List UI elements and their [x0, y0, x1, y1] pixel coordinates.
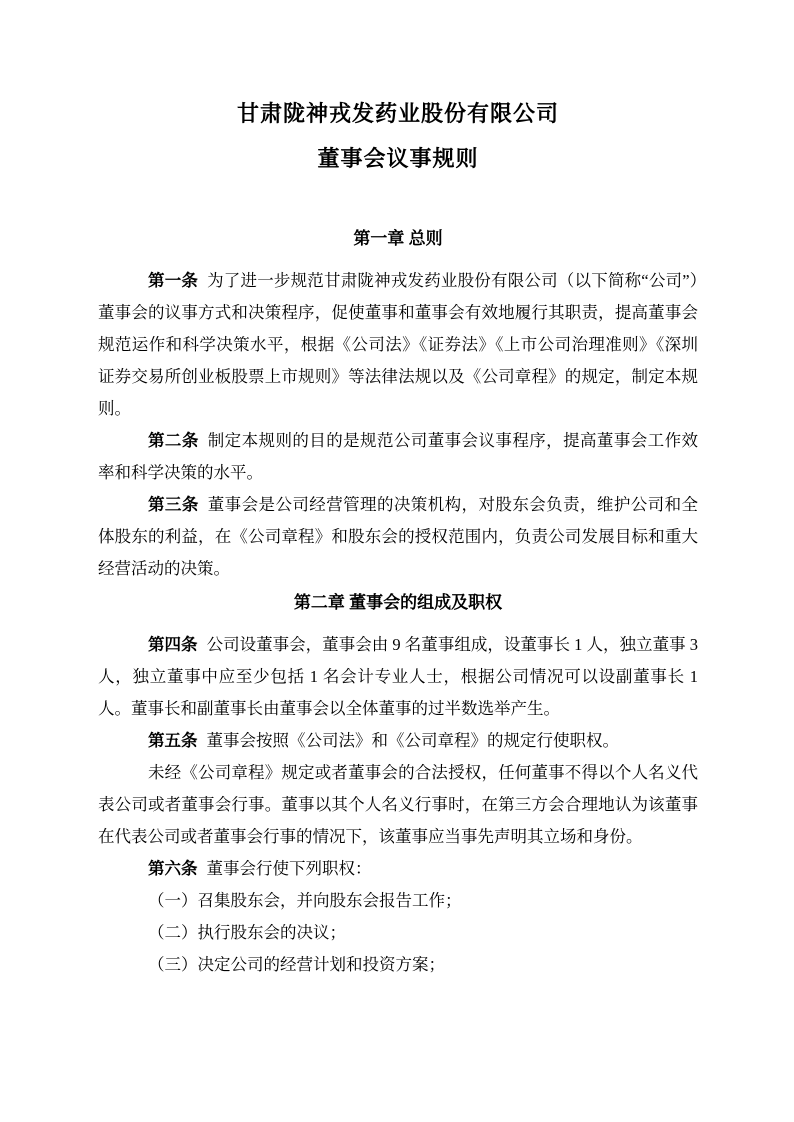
article-5-label: 第五条 — [148, 731, 198, 750]
article-3-text: 董事会是公司经营管理的决策机构，对股东会负责，维护公司和全体股东的利益，在《公司章程》和股东会的授权范围内，负责公司发展目标和重大经营活动的决策。 — [98, 495, 699, 578]
article-4-label: 第四条 — [148, 635, 198, 654]
article-4-text: 公司设董事会，董事会由 9 名董事组成，设董事长 1 人，独立董事 3 人，独立董事中应至少包括 1 名会计专业人士，根据公司情况可以设副董事长 1 人。董事长和副董事长由董事会以全体董事的过半数选举产生。 — [98, 635, 699, 718]
article-1-label: 第一条 — [148, 271, 199, 290]
article-2-text: 制定本规则的目的是规范公司董事会议事程序，提高董事会工作效率和科学决策的水平。 — [98, 431, 699, 482]
article-6-paragraph — [98, 853, 698, 885]
article-2-paragraph — [98, 425, 698, 489]
article-4-paragraph — [98, 629, 698, 725]
chapter-2-heading: 第二章 董事会的组成及职权 — [293, 593, 503, 612]
article-2-label: 第二条 — [148, 431, 199, 450]
article-5-text: 董事会按照《公司法》和《公司章程》的规定行使职权。 — [206, 731, 619, 750]
article-6-item-2: （二）执行股东会的决议； — [148, 923, 346, 942]
article-1-text: 为了进一步规范甘肃陇神戎发药业股份有限公司（以下简称“公司”）董事会的议事方式和决策程序，促使董事和董事会有效地履行其职责，提高董事会规范运作和科学决策水平，根据《公司法》《证券法》《上市公司治理准则》《深圳证券交易所创业板股票上市规则》等法律法规以及《公司章程》的规定，制定本规则。 — [98, 271, 699, 418]
article-5-paragraph — [98, 725, 698, 757]
document-title-rules: 董事会议事规则 — [317, 146, 479, 171]
article-6-label: 第六条 — [148, 859, 198, 878]
article-6-item-1: （一）召集股东会，并向股东会报告工作； — [148, 891, 462, 910]
article-3-paragraph — [98, 489, 698, 585]
article-5-paragraph-2 — [98, 757, 698, 853]
article-6-item-3: （三）决定公司的经营计划和投资方案； — [148, 955, 445, 974]
article-3-label: 第三条 — [148, 495, 199, 514]
chapter-1-heading: 第一章 总则 — [353, 229, 443, 248]
article-5-text-2: 未经《公司章程》规定或者董事会的合法授权，任何董事不得以个人名义代表公司或者董事会行事。董事以其个人名义行事时，在第三方会合理地认为该董事在代表公司或者董事会行事的情况下，该董事应当事先声明其立场和身份。 — [98, 763, 698, 846]
article-6-text: 董事会行使下列职权： — [206, 859, 372, 878]
article-1-paragraph — [98, 265, 698, 425]
document-title-company: 甘肃陇神戎发药业股份有限公司 — [236, 101, 559, 126]
